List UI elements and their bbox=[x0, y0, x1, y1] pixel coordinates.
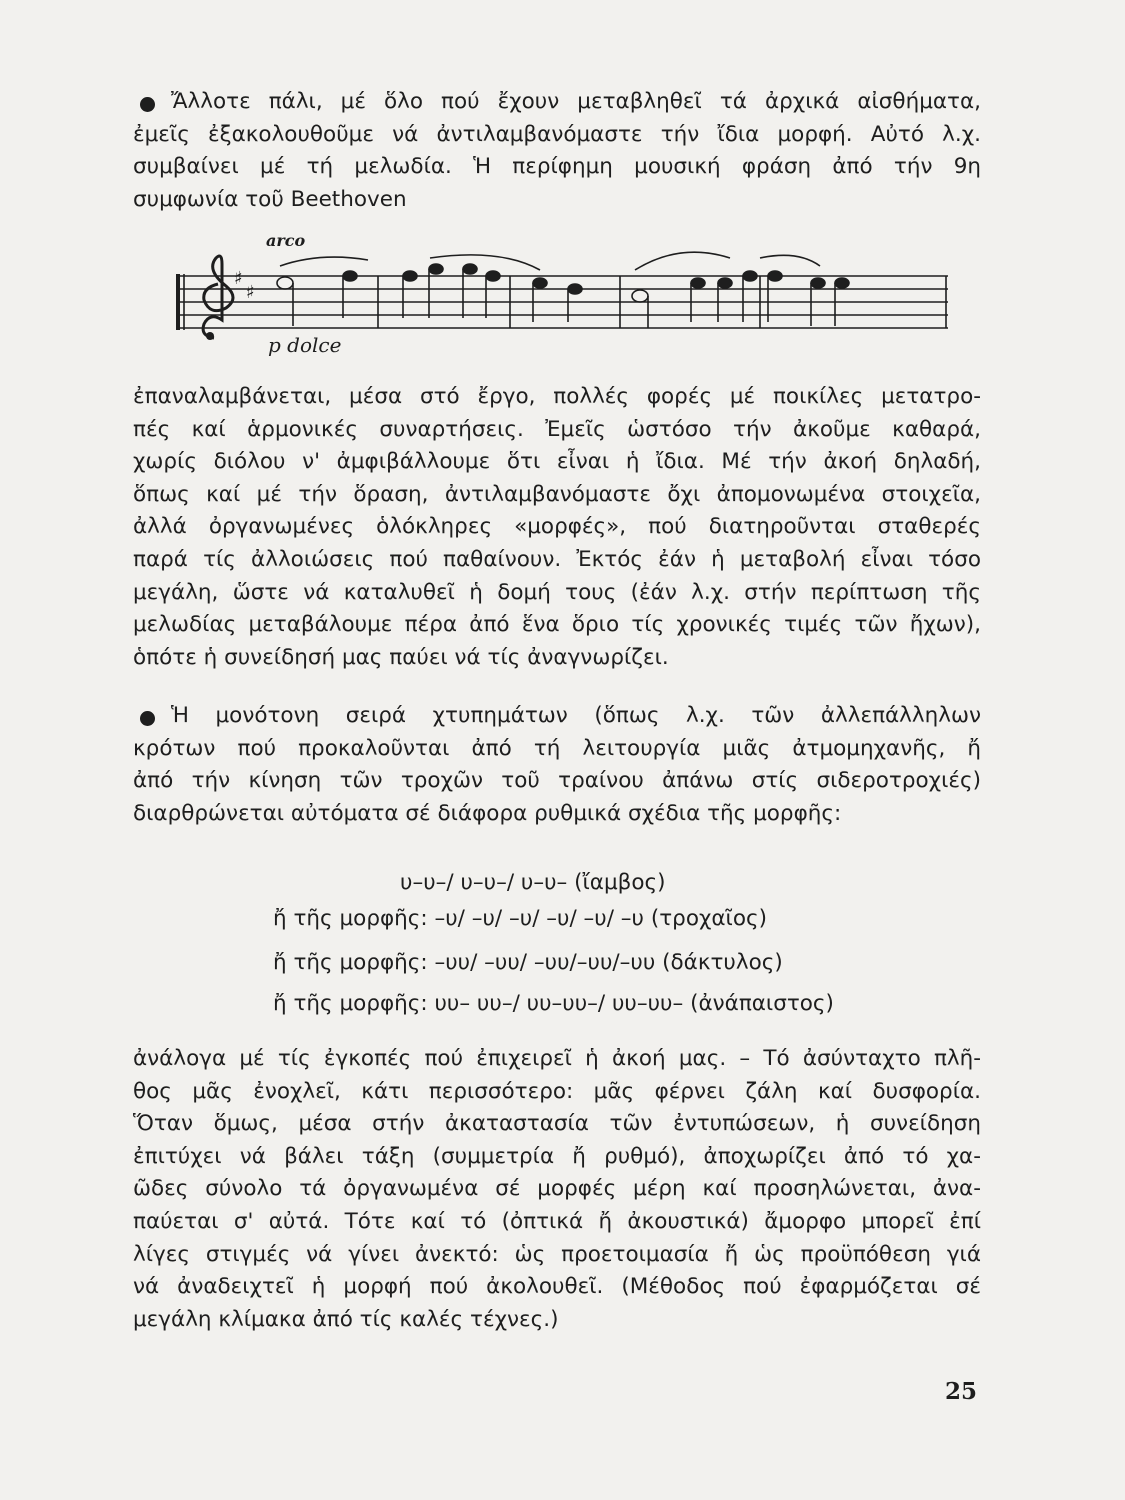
paragraph-1 bbox=[133, 86, 981, 216]
text-line: ὁπότε ἡ συνείδησή μας παύει νά τίς ἀναγνωρίζει. bbox=[133, 644, 669, 670]
text-line: πές καί ἁρμονικές συναρτήσεις. Ἐμεῖς ὡστόσο τήν ἀκοῦμε καθαρά, bbox=[133, 416, 981, 442]
text-line: Ὅταν ὅμως, μέσα στήν ἀκαταστασία τῶν ἐντυπώσεων, ἡ συνείδηση bbox=[133, 1111, 981, 1137]
text-line: παρά τίς ἀλλοιώσεις πού παθαίνουν. Ἐκτός ἐάν ἡ μεταβολή εἶναι τόσο bbox=[133, 546, 981, 572]
text-line: συμφωνία τοῦ Beethoven bbox=[133, 186, 407, 212]
text-line: ἀλλά ὀργανωμένες ὁλόκληρες «μορφές», πού διατηροῦνται σταθερές bbox=[133, 514, 981, 540]
text-line: νά ἀναδειχτεῖ ἡ μορφή πού ἀκολουθεῖ. (Μέθοδος πού ἐφαρμόζεται σέ bbox=[133, 1274, 981, 1300]
svg-text:♯: ♯ bbox=[234, 268, 243, 289]
page-number: 25 bbox=[944, 1378, 977, 1405]
text-line: ἀπό τήν κίνηση τῶν τροχῶν τοῦ τραίνου ἀπάνω στίς σιδεροτροχιές) bbox=[133, 768, 981, 794]
paragraph-4 bbox=[133, 1043, 981, 1336]
text-line: κρότων πού προκαλοῦνται ἀπό τή λειτουργία μιᾶς ἀτμομηχανῆς, ἤ bbox=[133, 735, 981, 761]
text-line: συμβαίνει μέ τή μελωδία. Ἡ περίφημη μουσική φράση ἀπό τήν 9η bbox=[133, 154, 981, 180]
text-line: χωρίς διόλου ν' ἀμφιβάλλουμε ὅτι εἶναι ἡ ἴδια. Μέ τήν ἀκοή δηλαδή, bbox=[133, 449, 981, 475]
text-line: ἐπαναλαμβάνεται, μέσα στό ἔργο, πολλές φορές μέ ποικίλες μετατρο- bbox=[133, 384, 981, 409]
meter-trochee: ἤ τῆς μορφῆς: –υ/ –υ/ –υ/ –υ/ –υ/ –υ (τροχαῖος) bbox=[273, 906, 767, 931]
music-score bbox=[170, 228, 960, 358]
meter-dactyl: ἤ τῆς μορφῆς: –υυ/ –υυ/ –υυ/–υυ/–υυ (δάκτυλος) bbox=[273, 950, 783, 975]
text-line: Ἄλλοτε πάλι, μέ ὅλο πού ἔχουν μεταβληθεῖ τά ἀρχικά αἰσθήματα, bbox=[171, 89, 981, 114]
paragraph-3 bbox=[133, 700, 981, 830]
text-line: μεγάλη κλίμακα ἀπό τίς καλές τέχνες.) bbox=[133, 1306, 559, 1332]
svg-text:♯: ♯ bbox=[246, 282, 255, 303]
text-line: παύεται σ' αὐτά. Τότε καί τό (ὀπτικά ἤ ἀκουστικά) ἄμορφο μπορεῖ ἐπί bbox=[133, 1208, 981, 1234]
text-line: λίγες στιγμές νά γίνει ἀνεκτό: ὡς προετοιμασία ἤ ὡς προϋπόθεση γιά bbox=[133, 1241, 981, 1267]
text-line: ἐμεῖς ἐξακολουθοῦμε νά ἀντιλαμβανόμαστε τήν ἴδια μορφή. Αὐτό λ.χ. bbox=[133, 121, 981, 147]
text-line: μεγάλη, ὥστε νά καταλυθεῖ ἡ δομή τους (ἐάν λ.χ. στήν περίπτωση τῆς bbox=[133, 579, 981, 605]
text-line: ἀνάλογα μέ τίς ἐγκοπές πού ἐπιχειρεῖ ἡ ἀκοή μας. – Τό ἀσύνταχτο πλῆ- bbox=[133, 1046, 981, 1071]
text-line: ἐπιτύχει νά βάλει τάξη (συμμετρία ἤ ρυθμό), ἀποχωρίζει ἀπό τό χα- bbox=[133, 1143, 981, 1169]
text-line: Ἡ μονότονη σειρά χτυπημάτων (ὅπως λ.χ. τῶν ἀλλεπάλληλων bbox=[171, 703, 981, 728]
dynamic-marking: p dolce bbox=[268, 333, 342, 357]
text-line: θος μᾶς ἐνοχλεῖ, κάτι περισσότερο: μᾶς φέρνει ζάλη καί δυσφορία. bbox=[133, 1078, 981, 1104]
meter-iamb: υ–υ–/ υ–υ–/ υ–υ– (ἴαμβος) bbox=[400, 870, 666, 895]
text-line: μελωδίας μεταβάλουμε πέρα ἀπό ἕνα ὅριο τίς χρονικές τιμές τῶν ἤχων), bbox=[133, 612, 981, 638]
tempo-marking: arco bbox=[266, 231, 306, 250]
paragraph-2 bbox=[133, 381, 981, 674]
text-line: διαρθρώνεται αὐτόματα σέ διάφορα ρυθμικά σχέδια τῆς μορφῆς: bbox=[133, 800, 842, 826]
meter-anapaest: ἤ τῆς μορφῆς: υυ– υυ–/ υυ–υυ–/ υυ–υυ– (ἀνάπαιστος) bbox=[273, 991, 834, 1016]
text-line: ῶδες σύνολο τά ὀργανωμένα σέ μορφές μέρη καί προσηλώνεται, ἀνα- bbox=[133, 1176, 981, 1202]
text-line: ὅπως καί μέ τήν ὅραση, ἀντιλαμβανόμαστε ὄχι ἀπομονωμένα στοιχεῖα, bbox=[133, 481, 981, 507]
